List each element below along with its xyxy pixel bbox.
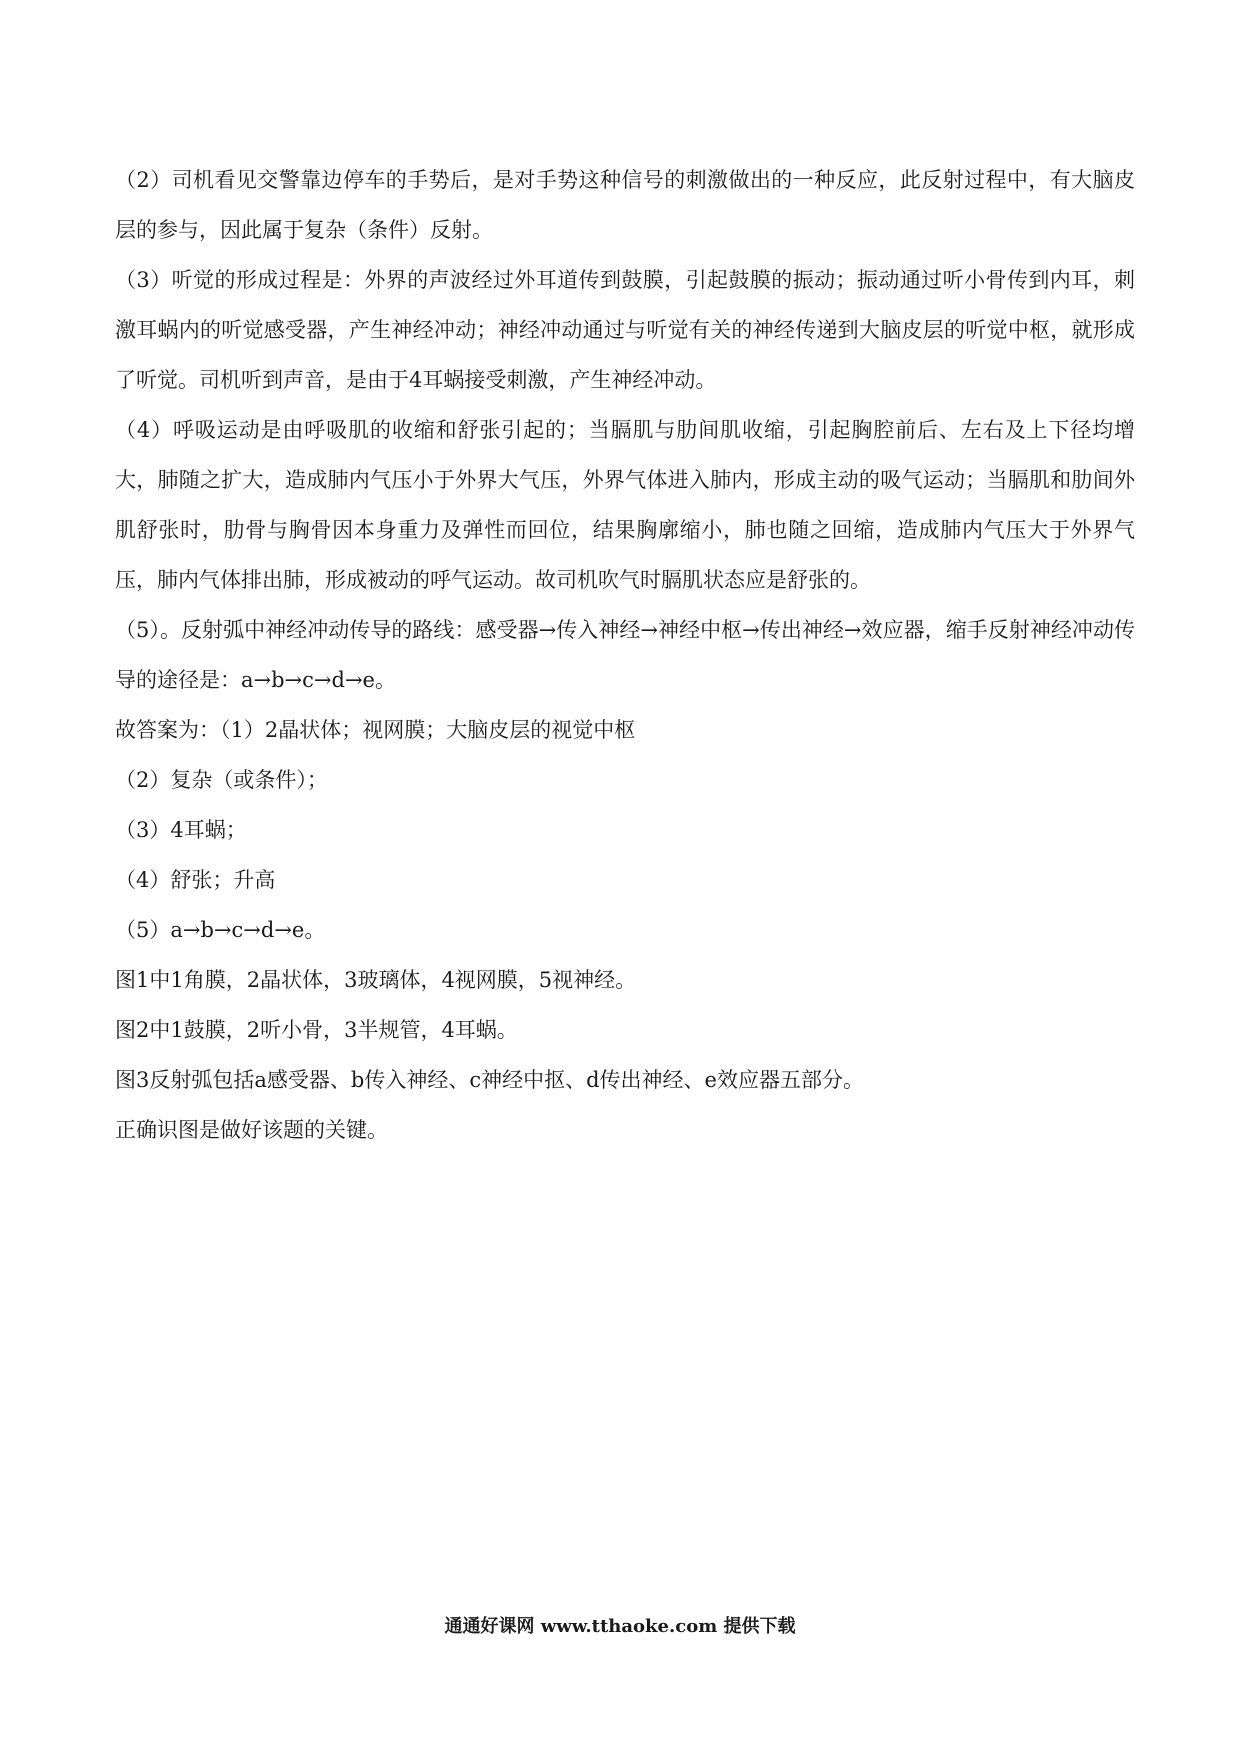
paragraph-q2-explanation: （2）司机看见交警靠边停车的手势后，是对手势这种信号的刺激做出的一种反应，此反射过程中，有大脑皮层的参与，因此属于复杂（条件）反射。 — [115, 168, 1135, 242]
answer-line-5: （5）a→b→c→d→e。 — [115, 918, 326, 942]
figure-3-note: 图3反射弧包括a感受器、b传入神经、c神经中抠、d传出神经、e效应器五部分。 — [115, 1068, 864, 1092]
paragraph-q5-explanation: （5）。反射弧中神经冲动传导的路线：感受器→传入神经→神经中枢→传出神经→效应器，缩手反射神经冲动传导的途径是：a→b→c→d→e。 — [115, 618, 1135, 692]
document-body — [115, 155, 1135, 1155]
page-footer: 通通好课网 www.tthaoke.com 提供下载 — [444, 1616, 796, 1637]
answer-line-1: 故答案为：（1）2晶状体；视网膜；大脑皮层的视觉中枢 — [115, 718, 636, 742]
answer-line-2: （2）复杂（或条件）； — [115, 768, 328, 792]
answer-line-3: （3）4耳蜗； — [115, 818, 247, 842]
paragraph-q3-explanation: （3）听觉的形成过程是：外界的声波经过外耳道传到鼓膜，引起鼓膜的振动；振动通过听小骨传到内耳，刺激耳蜗内的听觉感受器，产生神经冲动；神经冲动通过与听觉有关的神经传递到大脑皮层的听觉中枢，就形成了听觉。司机听到声音，是由于4耳蜗接受刺激，产生神经冲动。 — [115, 268, 1135, 392]
figure-1-note: 图1中1角膜，2晶状体，3玻璃体，4视网膜，5视神经。 — [115, 968, 637, 992]
answer-line-4: （4）舒张；升高 — [115, 868, 276, 892]
figure-2-note: 图2中1鼓膜，2听小骨，3半规管，4耳蜗。 — [115, 1018, 518, 1042]
paragraph-q4-explanation: （4）呼吸运动是由呼吸肌的收缩和舒张引起的；当膈肌与肋间肌收缩，引起胸腔前后、左右及上下径均增大，肺随之扩大，造成肺内气压小于外界大气压，外界气体进入肺内，形成主动的吸气运动；当膈肌和肋间外肌舒张时，肋骨与胸骨因本身重力及弹性而回位，结果胸廓缩小，肺也随之回缩，造成肺内气压大于外界气压，肺内气体排出肺，形成被动的呼气运动。故司机吹气时膈肌状态应是舒张的。 — [115, 418, 1135, 592]
closing-note: 正确识图是做好该题的关键。 — [115, 1118, 388, 1142]
